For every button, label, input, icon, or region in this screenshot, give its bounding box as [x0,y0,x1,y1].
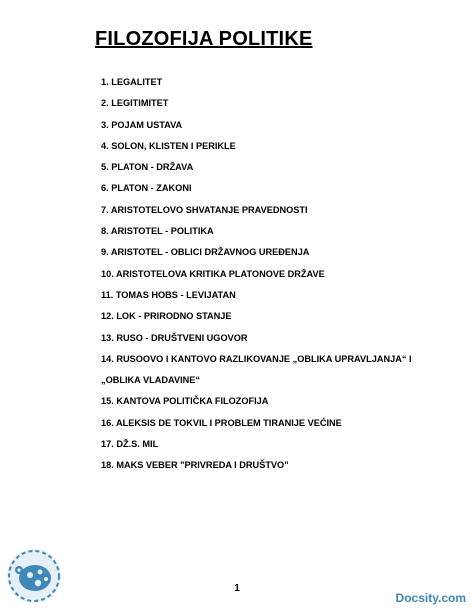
toc-item: 14. RUSOOVO I KANTOVO RAZLIKOVANJE „OBLIKA UPRAVLJANJA“ I [101,353,412,364]
toc-item: 10. ARISTOTELOVA KRITIKA PLATONOVE DRŽAVE [101,268,325,279]
document-title: FILOZOFIJA POLITIKE [95,28,313,50]
toc-item: 13. RUSO - DRUŠTVENI UGOVOR [101,332,248,343]
page-number: 1 [234,583,240,594]
toc-item-continuation: „OBLIKA VLADAVINE“ [101,375,201,386]
toc-item: 18. MAKS VEBER "PRIVREDA I DRUŠTVO" [101,460,289,471]
toc-item: 6. PLATON - ZAKONI [101,183,192,194]
toc-item: 11. TOMAS HOBS - LEVIJATAN [101,289,236,300]
toc-item: 7. ARISTOTELOVO SHVATANJE PRAVEDNOSTI [101,204,308,215]
toc-item: 15. KANTOVA POLITIČKA FILOZOFIJA [101,396,269,407]
docsity-logo-icon [6,548,62,604]
toc-item: 8. ARISTOTEL - POLITIKA [101,226,214,237]
toc-item: 2. LEGITIMITET [101,98,169,109]
toc-item: 12. LOK - PRIRODNO STANJE [101,311,232,322]
toc-item: 1. LEGALITET [101,77,163,87]
toc-item: 16. ALEKSIS DE TOKVIL I PROBLEM TIRANIJE VEĆINE [101,417,342,428]
docsity-brand-text[interactable]: Docsity.com [395,591,466,605]
toc-item: 17. DŽ.S. MIL [101,439,159,450]
toc-item: 5. PLATON - DRŽAVA [101,162,194,173]
toc-item: 9. ARISTOTEL - OBLICI DRŽAVNOG UREĐENJA [101,247,310,258]
table-of-contents [101,72,412,477]
toc-item: 3. POJAM USTAVA [101,119,183,130]
toc-item: 4. SOLON, KLISTEN I PERIKLE [101,140,236,151]
